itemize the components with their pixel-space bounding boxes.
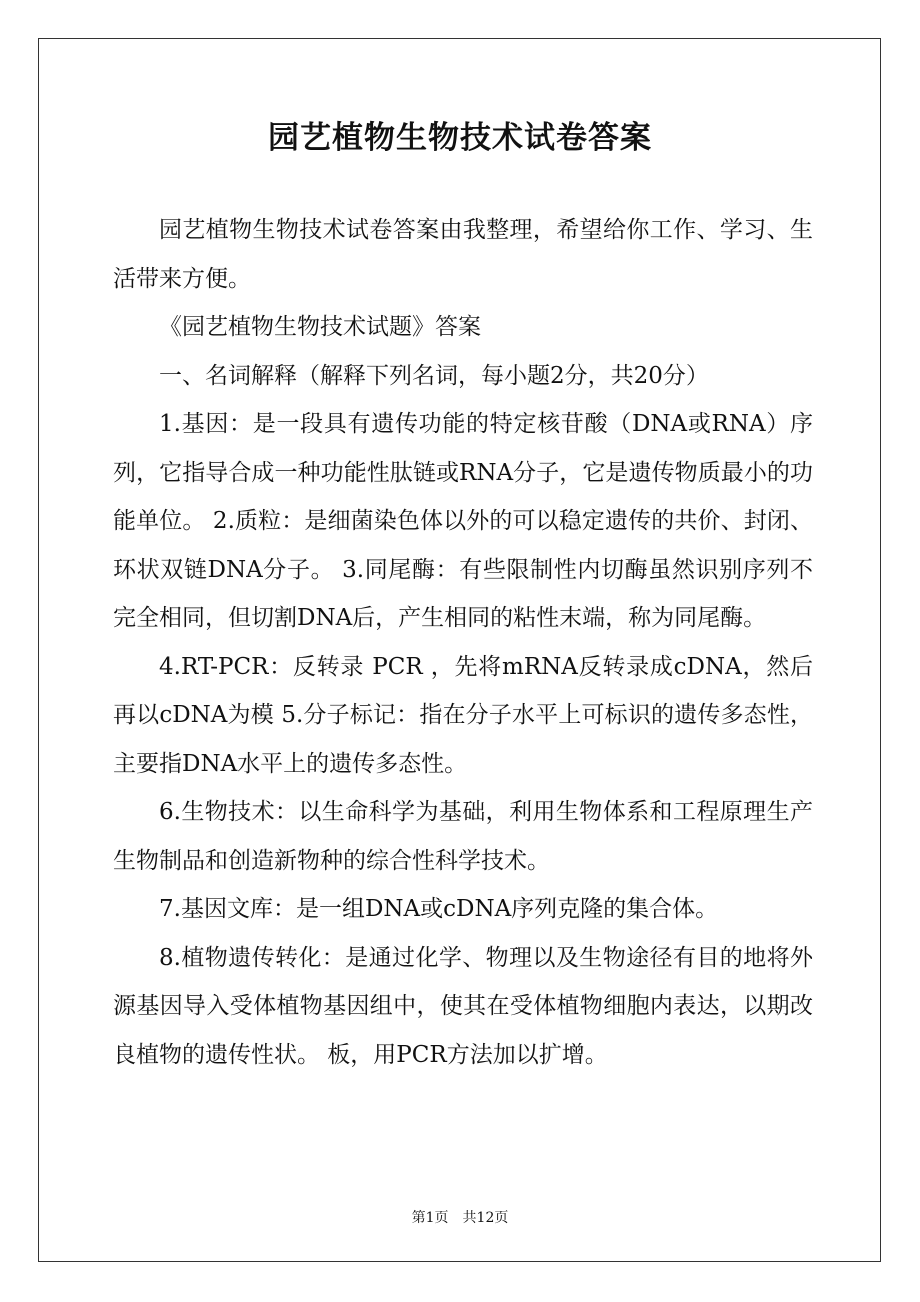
document-body (113, 206, 813, 1079)
document-title: 园艺植物生物技术试卷答案 (268, 120, 652, 156)
answer-paragraph: 4.RT-PCR：反转录 PCR ，先将mRNA反转录成cDNA，然后再以cDNA为模 5.分子标记：指在分子水平上可标识的遗传多态性，主要指DNA水平上的遗传多态性。 (113, 653, 813, 777)
answer-heading: 《园艺植物生物技术试题》答案 (159, 314, 481, 340)
answer-paragraph: 7.基因文库：是一组DNA或cDNA序列克隆的集合体。 (159, 896, 719, 922)
answer-paragraph: 1.基因：是一段具有遗传功能的特定核苷酸（DNA或RNA）序列，它指导合成一种功能性肽链或RNA分子，它是遗传物质最小的功能单位。 2.质粒：是细菌染色体以外的可以稳定遗传的共价、封闭、环状双链DNA分子。 3.同尾酶：有些限制性内切酶虽然识别序列不完全相同，但切割DNA后，产生相同的粘性末端，称为同尾酶。 (113, 411, 813, 631)
answer-paragraph: 8.植物遗传转化：是通过化学、物理以及生物途径有目的地将外源基因导入受体植物基因组中，使其在受体植物细胞内表达，以期改良植物的遗传性状。 板，用PCR方法加以扩增。 (113, 944, 813, 1068)
page-number: 第1页 共12页 (411, 1210, 509, 1226)
answer-paragraph: 6.生物技术：以生命科学为基础，利用生物体系和工程原理生产生物制品和创造新物种的综合性科学技术。 (113, 799, 813, 874)
section-heading: 一、名词解释（解释下列名词，每小题2分，共20分） (159, 362, 709, 389)
intro-paragraph: 园艺植物生物技术试卷答案由我整理，希望给你工作、学习、生活带来方便。 (113, 217, 813, 292)
